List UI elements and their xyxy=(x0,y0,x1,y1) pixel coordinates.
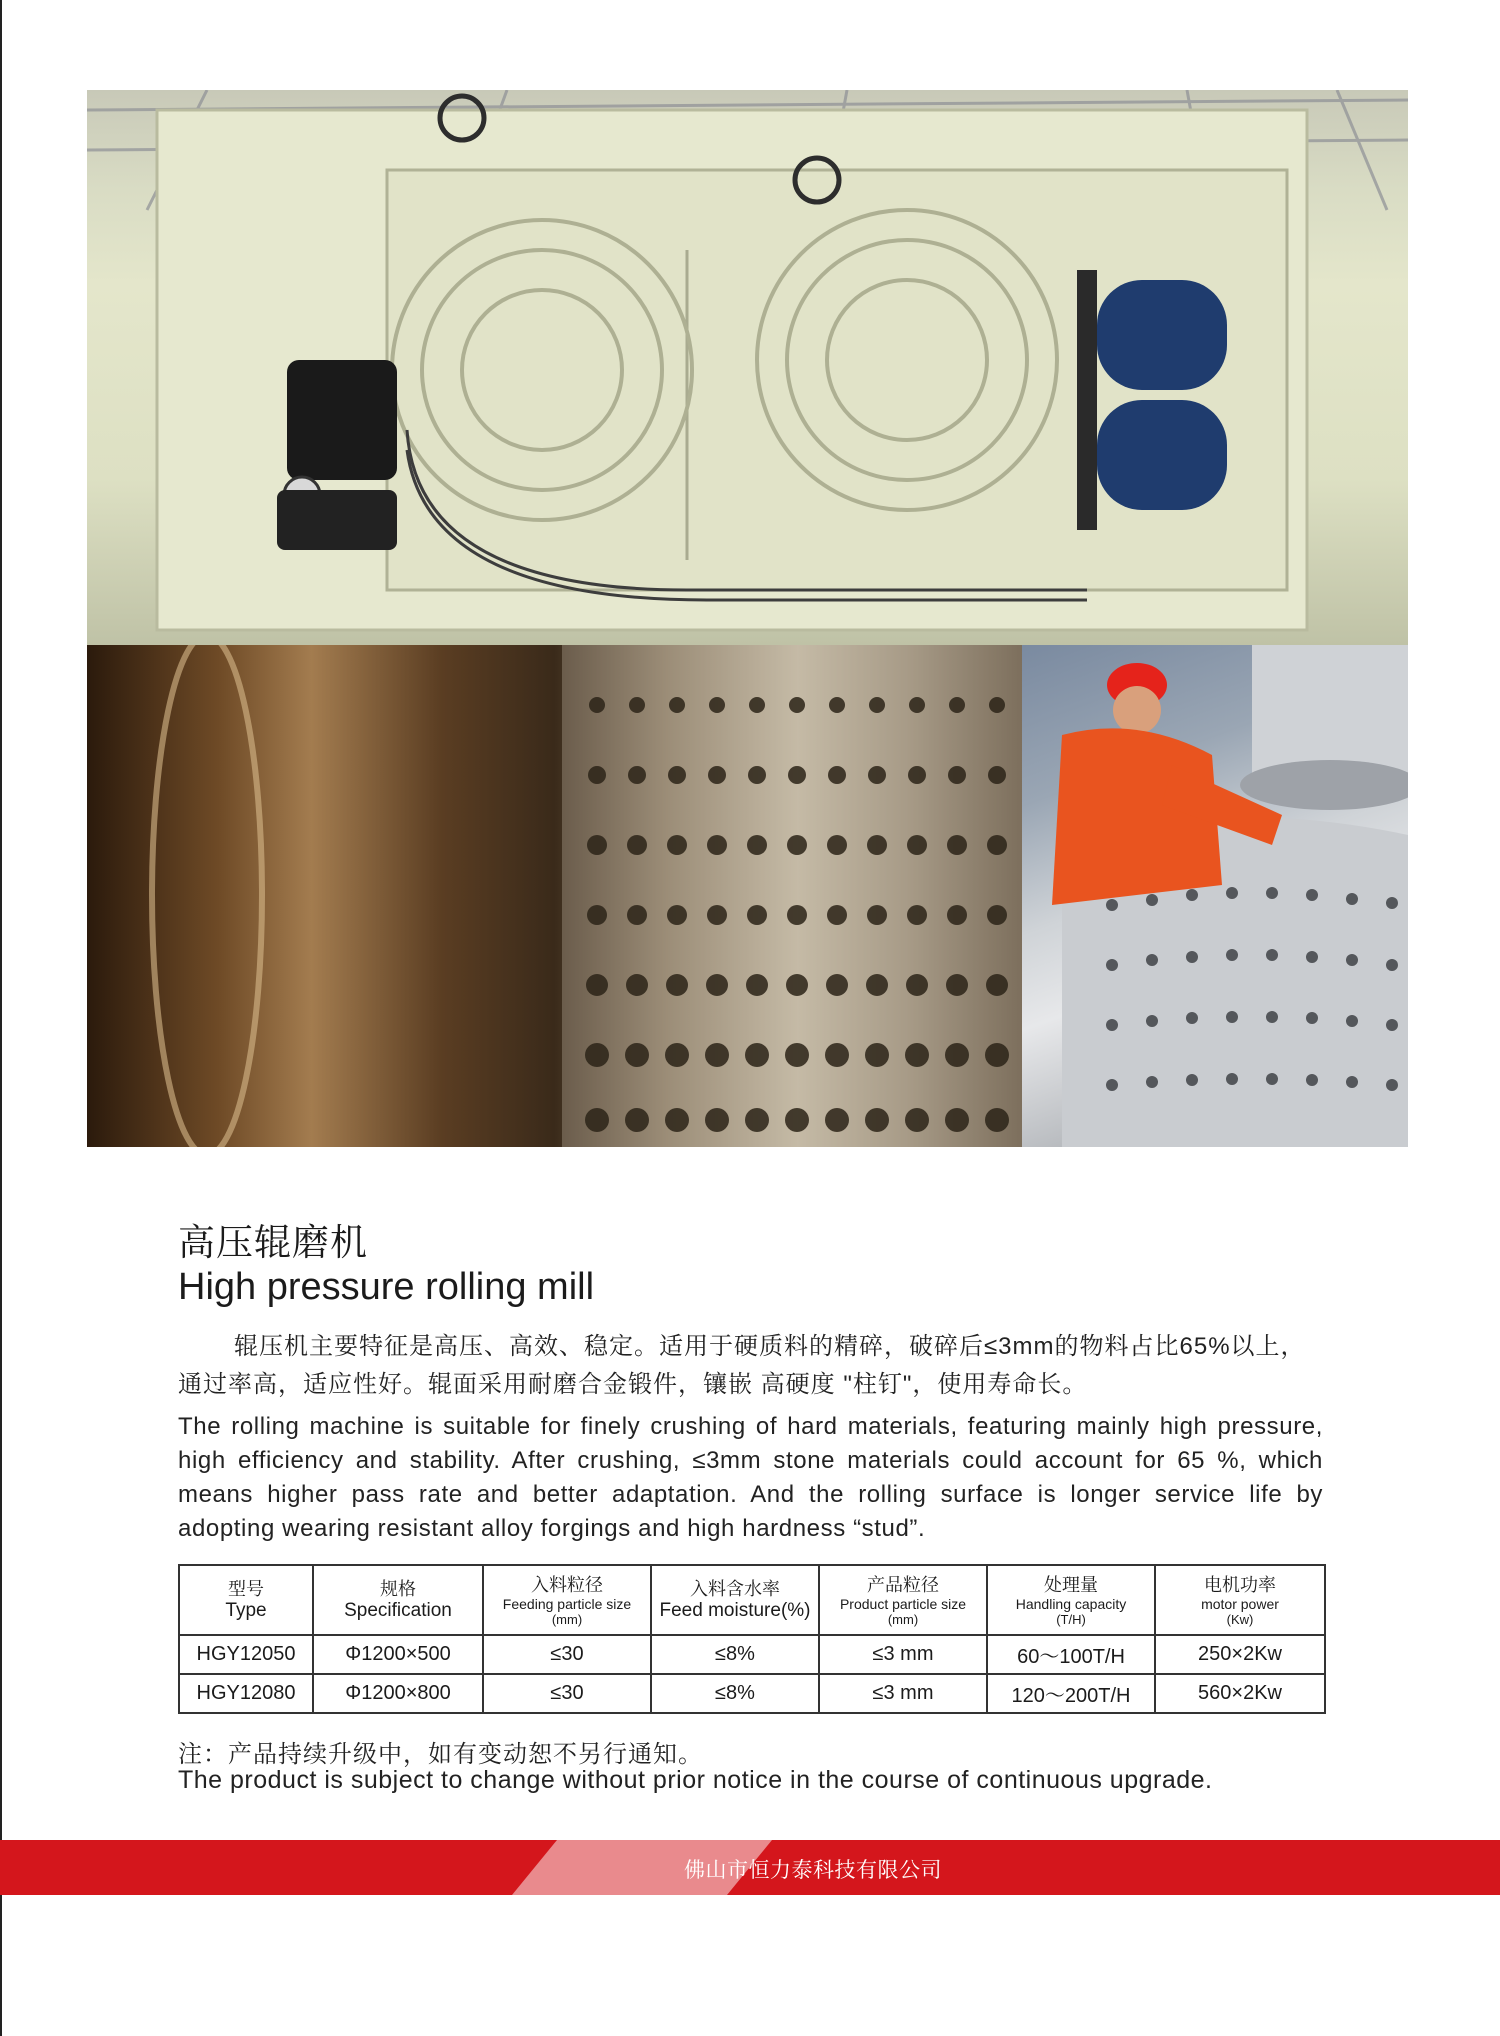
table-header-row xyxy=(179,1565,1325,1635)
worker-roller-illustration xyxy=(1022,645,1408,1147)
description-cn: 辊压机主要特征是高压、高效、稳定。适用于硬质料的精碎，破碎后≤3mm的物料占比65%以上，通过率高，适应性好。辊面采用耐磨合金锻件，镶嵌 高硬度 "柱钉"，使用寿命长。 xyxy=(178,1333,1306,1398)
header-type xyxy=(179,1565,313,1635)
header-handling-capacity xyxy=(987,1565,1155,1635)
photo-rolling-mill-machine xyxy=(87,90,1408,645)
photo-worker-inspecting-roller xyxy=(1022,645,1408,1147)
header-label-cn: 电机功率 xyxy=(1204,1574,1276,1595)
table-row xyxy=(179,1674,1325,1713)
header-label-en: Handling capacity xyxy=(1015,1595,1127,1612)
cell-handling-capacity: 120～200T/H xyxy=(987,1674,1155,1713)
header-label-en: Specification xyxy=(344,1600,452,1621)
header-label-cn: 规格 xyxy=(380,1579,416,1599)
header-label-en: Product particle size xyxy=(839,1595,967,1612)
header-unit: (mm) xyxy=(551,1611,583,1627)
header-feeding-size xyxy=(483,1565,651,1635)
cell-feed-moisture: ≤8% xyxy=(651,1674,819,1713)
header-label-en: Feeding particle size xyxy=(502,1595,632,1612)
header-unit: (T/H) xyxy=(1056,1611,1086,1627)
machine-illustration xyxy=(87,90,1408,645)
cell-handling-capacity: 60～100T/H xyxy=(987,1635,1155,1674)
header-label-en: Type xyxy=(225,1600,267,1621)
page-edge-line xyxy=(0,0,2,2036)
header-motor-power xyxy=(1155,1565,1325,1635)
roller-studs-illustration xyxy=(87,645,1022,1147)
header-specification xyxy=(313,1565,483,1635)
cell-motor-power: 560×2Kw xyxy=(1155,1674,1325,1713)
product-title-en: High pressure rolling mill xyxy=(178,1266,595,1308)
notice-en: The product is subject to change without prior notice in the course of continuous upgrade. xyxy=(178,1766,1213,1794)
table-row xyxy=(179,1635,1325,1674)
header-product-size xyxy=(819,1565,987,1635)
cell-feeding-size: ≤30 xyxy=(483,1635,651,1674)
header-label-cn: 型号 xyxy=(228,1579,264,1599)
cell-motor-power: 250×2Kw xyxy=(1155,1635,1325,1674)
header-label-cn: 处理量 xyxy=(1044,1574,1098,1595)
cell-specification: Φ1200×800 xyxy=(313,1674,483,1713)
cell-specification: Φ1200×500 xyxy=(313,1635,483,1674)
specification-table xyxy=(178,1564,1326,1714)
cell-product-size: ≤3 mm xyxy=(819,1635,987,1674)
footer-company-name: 佛山市恒力泰科技有限公司 xyxy=(684,1859,942,1882)
description-en: The rolling machine is suitable for finely crushing of hard materials, featuring mainly high pressure, high efficiency and stability. After crushing, ≤3mm stone materials could account for 65 %, which means higher pass rate and better adaptation. And the rolling surface is longer service life by adopting wearing resistant alloy forgings and high hardness “stud”. xyxy=(178,1413,1323,1542)
product-title-cn: 高压辊磨机 xyxy=(178,1222,368,1263)
cell-feeding-size: ≤30 xyxy=(483,1674,651,1713)
header-label-en: motor power xyxy=(1201,1595,1279,1612)
header-label-cn: 入料粒径 xyxy=(531,1574,603,1595)
header-unit: (mm) xyxy=(887,1611,919,1627)
header-label-cn: 入料含水率 xyxy=(690,1579,780,1599)
photo-roller-studs xyxy=(87,645,1022,1147)
cell-feed-moisture: ≤8% xyxy=(651,1635,819,1674)
header-feed-moisture xyxy=(651,1565,819,1635)
cell-product-size: ≤3 mm xyxy=(819,1674,987,1713)
header-unit: (Kw) xyxy=(1226,1611,1254,1627)
cell-type: HGY12050 xyxy=(179,1635,313,1674)
cell-type: HGY12080 xyxy=(179,1674,313,1713)
header-label-en: Feed moisture(%) xyxy=(659,1600,811,1621)
notice-cn: 注：产品持续升级中，如有变动恕不另行通知。 xyxy=(178,1741,703,1768)
header-label-cn: 产品粒径 xyxy=(867,1574,939,1595)
